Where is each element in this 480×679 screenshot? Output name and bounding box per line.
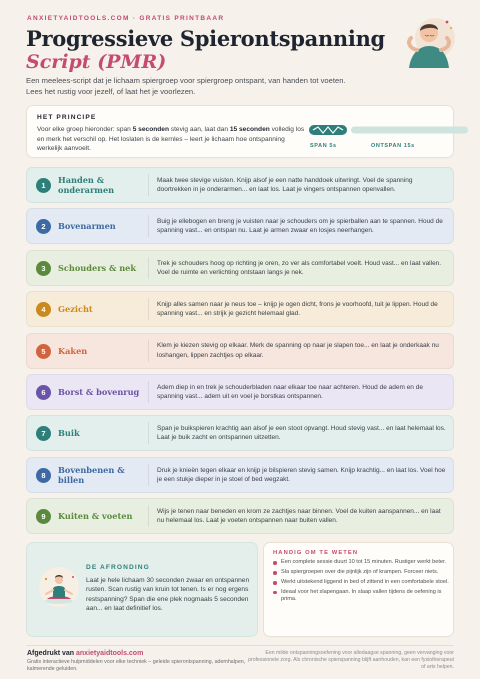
step-number-badge: 7 bbox=[36, 426, 51, 441]
tips-list bbox=[273, 559, 449, 606]
step-description: Span je buikspieren krachtig aan alsof je een stoot opvangt. Houd stevig vast... en laat helemaal los. Laat je buik zacht en ontspannen uitzetten. bbox=[157, 425, 446, 442]
span-label: SPAN 5s bbox=[310, 143, 337, 149]
step-name: Schouders & nek bbox=[58, 262, 137, 273]
meditating-person-icon bbox=[37, 565, 81, 609]
step-number-badge: 9 bbox=[36, 509, 51, 524]
step-divider bbox=[148, 257, 149, 279]
step-divider bbox=[148, 422, 149, 444]
step-name: Kuiten & voeten bbox=[58, 511, 133, 522]
tension-release-diagram bbox=[309, 123, 469, 137]
step-name: Gezicht bbox=[58, 304, 93, 315]
closing-text: Laat je hele lichaam 30 seconden zwaar en ontspannen rusten. Scan rustig van kruin tot tenen. Is er nog ergens restspanning? Span die ene plek nogmaals 5 seconden aan... en laat definitief los. bbox=[86, 577, 250, 613]
step-number-badge: 3 bbox=[36, 261, 51, 276]
footer-site-link[interactable]: anxietyaidtools.com bbox=[76, 650, 144, 657]
step-name: Buik bbox=[58, 428, 80, 439]
step-divider bbox=[148, 505, 149, 527]
step-number-badge: 6 bbox=[36, 385, 51, 400]
step-number-badge: 2 bbox=[36, 219, 51, 234]
step-divider bbox=[148, 174, 149, 196]
step-description: Maak twee stevige vuisten. Knijp alsof je een natte handdoek uitwringt. Voel de spanning doortrekken in je onderarmen... en laat los. Laat je vingers ontspannen openvallen. bbox=[157, 176, 413, 193]
step-divider bbox=[148, 340, 149, 362]
footer-disclaimer: Een milde ontspanningsoefening voor alledaagse spanning, geen vervanging voor professionele zorg. Als chronische spierspanning blijft aanhouden, kan een fysiotherapeut of arts helpen. bbox=[248, 650, 454, 670]
closing-title: DE AFRONDING bbox=[86, 564, 150, 571]
step-description: Buig je ellebogen en breng je vuisten naar je schouders om je spierballen aan te spannen. Houd de spanning vast... en ontspan nu. Laat je armen zwaar en losjes neerhangen. bbox=[157, 218, 443, 235]
step-description: Klem je kiezen stevig op elkaar. Merk de spanning op naar je slapen toe... en laat je onderkaak nu loshangen, lippen zachtjes op elkaar. bbox=[157, 342, 439, 359]
step-name: Borst & bovenrug bbox=[58, 387, 140, 397]
step-divider bbox=[148, 381, 149, 403]
step-row bbox=[26, 291, 454, 327]
tip-item: Sla spiergroepen over die pijnlijk zijn of krampen. Forceer niets. bbox=[273, 569, 449, 577]
relaxed-person-illustration bbox=[395, 8, 457, 70]
step-divider bbox=[148, 298, 149, 320]
step-name: Bovenarmen bbox=[58, 221, 116, 232]
step-number-badge: 1 bbox=[36, 178, 51, 193]
tip-item: Ideaal voor het slapengaan. In slaap vallen tijdens de oefening is prima. bbox=[273, 589, 449, 604]
footer-printed-from: Afgedrukt van anxietyaidtools.com bbox=[27, 650, 144, 657]
step-description: Trek je schouders hoog op richting je oren, zo ver als comfortabel voelt. Houd vast... en laat vallen. Voel de ruimte en verlichting ontstaan langs je nek. bbox=[157, 259, 442, 276]
step-divider bbox=[148, 215, 149, 237]
intro-text: Een meelees-script dat je lichaam spiergroep voor spiergroep ontspant, van handen tot voeten. Lees het rustig voor jezelf, of laat het je voorlezen. bbox=[26, 76, 346, 96]
step-description: Druk je knieën tegen elkaar en knijp je bilspieren stevig samen. Knijp krachtig... en laat los. Voel hoe je een stukje dieper in je stoel of bed wegzakt. bbox=[157, 466, 446, 483]
principle-title: HET PRINCIPE bbox=[37, 114, 97, 121]
tips-title: HANDIG OM TE WETEN bbox=[273, 550, 359, 556]
step-name: Kaken bbox=[58, 345, 88, 356]
step-number-badge: 5 bbox=[36, 344, 51, 359]
ontspan-label: ONTSPAN 15s bbox=[371, 143, 415, 149]
step-name: Handen & onderarmen bbox=[58, 175, 115, 195]
principle-card bbox=[26, 105, 454, 158]
step-number-badge: 4 bbox=[36, 302, 51, 317]
footer-left-text: Gratis interactieve hulpmiddelen voor elke techniek – geleide spierontspanning, ademhalpen, kalmerende geluiden. bbox=[27, 659, 246, 672]
step-divider bbox=[148, 464, 149, 486]
step-row bbox=[26, 374, 454, 410]
page-subtitle: Script (PMR) bbox=[26, 51, 167, 73]
step-row bbox=[26, 250, 454, 286]
step-row bbox=[26, 415, 454, 451]
step-number-badge: 8 bbox=[36, 468, 51, 483]
footer-divider bbox=[26, 645, 454, 646]
step-description: Wijs je tenen naar beneden en krom ze zachtjes naar binnen. Voel de kuiten aanspannen... en laat nu helemaal los. Laat je voeten ontspannen naar buiten vallen. bbox=[157, 507, 441, 525]
step-row bbox=[26, 167, 454, 203]
tip-item: Werkt uitstekend liggend in bed of zittend in een comfortabele stoel. bbox=[273, 579, 449, 587]
tips-card bbox=[263, 542, 454, 637]
step-description: Knijp alles samen naar je neus toe – knijp je ogen dicht, frons je voorhoofd, tuit je lippen. Houd de spanning vast... en strijk je gezicht helemaal glad. bbox=[157, 300, 438, 318]
step-row bbox=[26, 498, 454, 534]
closing-card bbox=[26, 542, 258, 637]
tip-item: Een complete sessie duurt 10 tot 15 minuten. Rustiger werkt beter. bbox=[273, 559, 449, 567]
page-title: Progressieve Spierontspanning bbox=[26, 26, 385, 51]
step-description: Adem diep in en trek je schouderbladen naar elkaar toe naar achteren. Houd de adem en de spanning vast... adem uit en voel je borstkas ontspannen. bbox=[157, 383, 423, 400]
step-row bbox=[26, 333, 454, 369]
step-name: Bovenbenen & billen bbox=[58, 464, 125, 485]
brand-line: ANXIETYAIDTOOLS.COM · GRATIS PRINTBAAR bbox=[27, 15, 225, 22]
step-row bbox=[26, 457, 454, 493]
step-row bbox=[26, 208, 454, 244]
principle-text: Voor elke groep hieronder: span 5 seconden stevig aan, laat dan 15 seconden volledig los en merk het verschil op. Het loslaten is de kernles – leert je lichaam hoe ontspanning werkelijk aanvoelt. bbox=[37, 126, 305, 152]
